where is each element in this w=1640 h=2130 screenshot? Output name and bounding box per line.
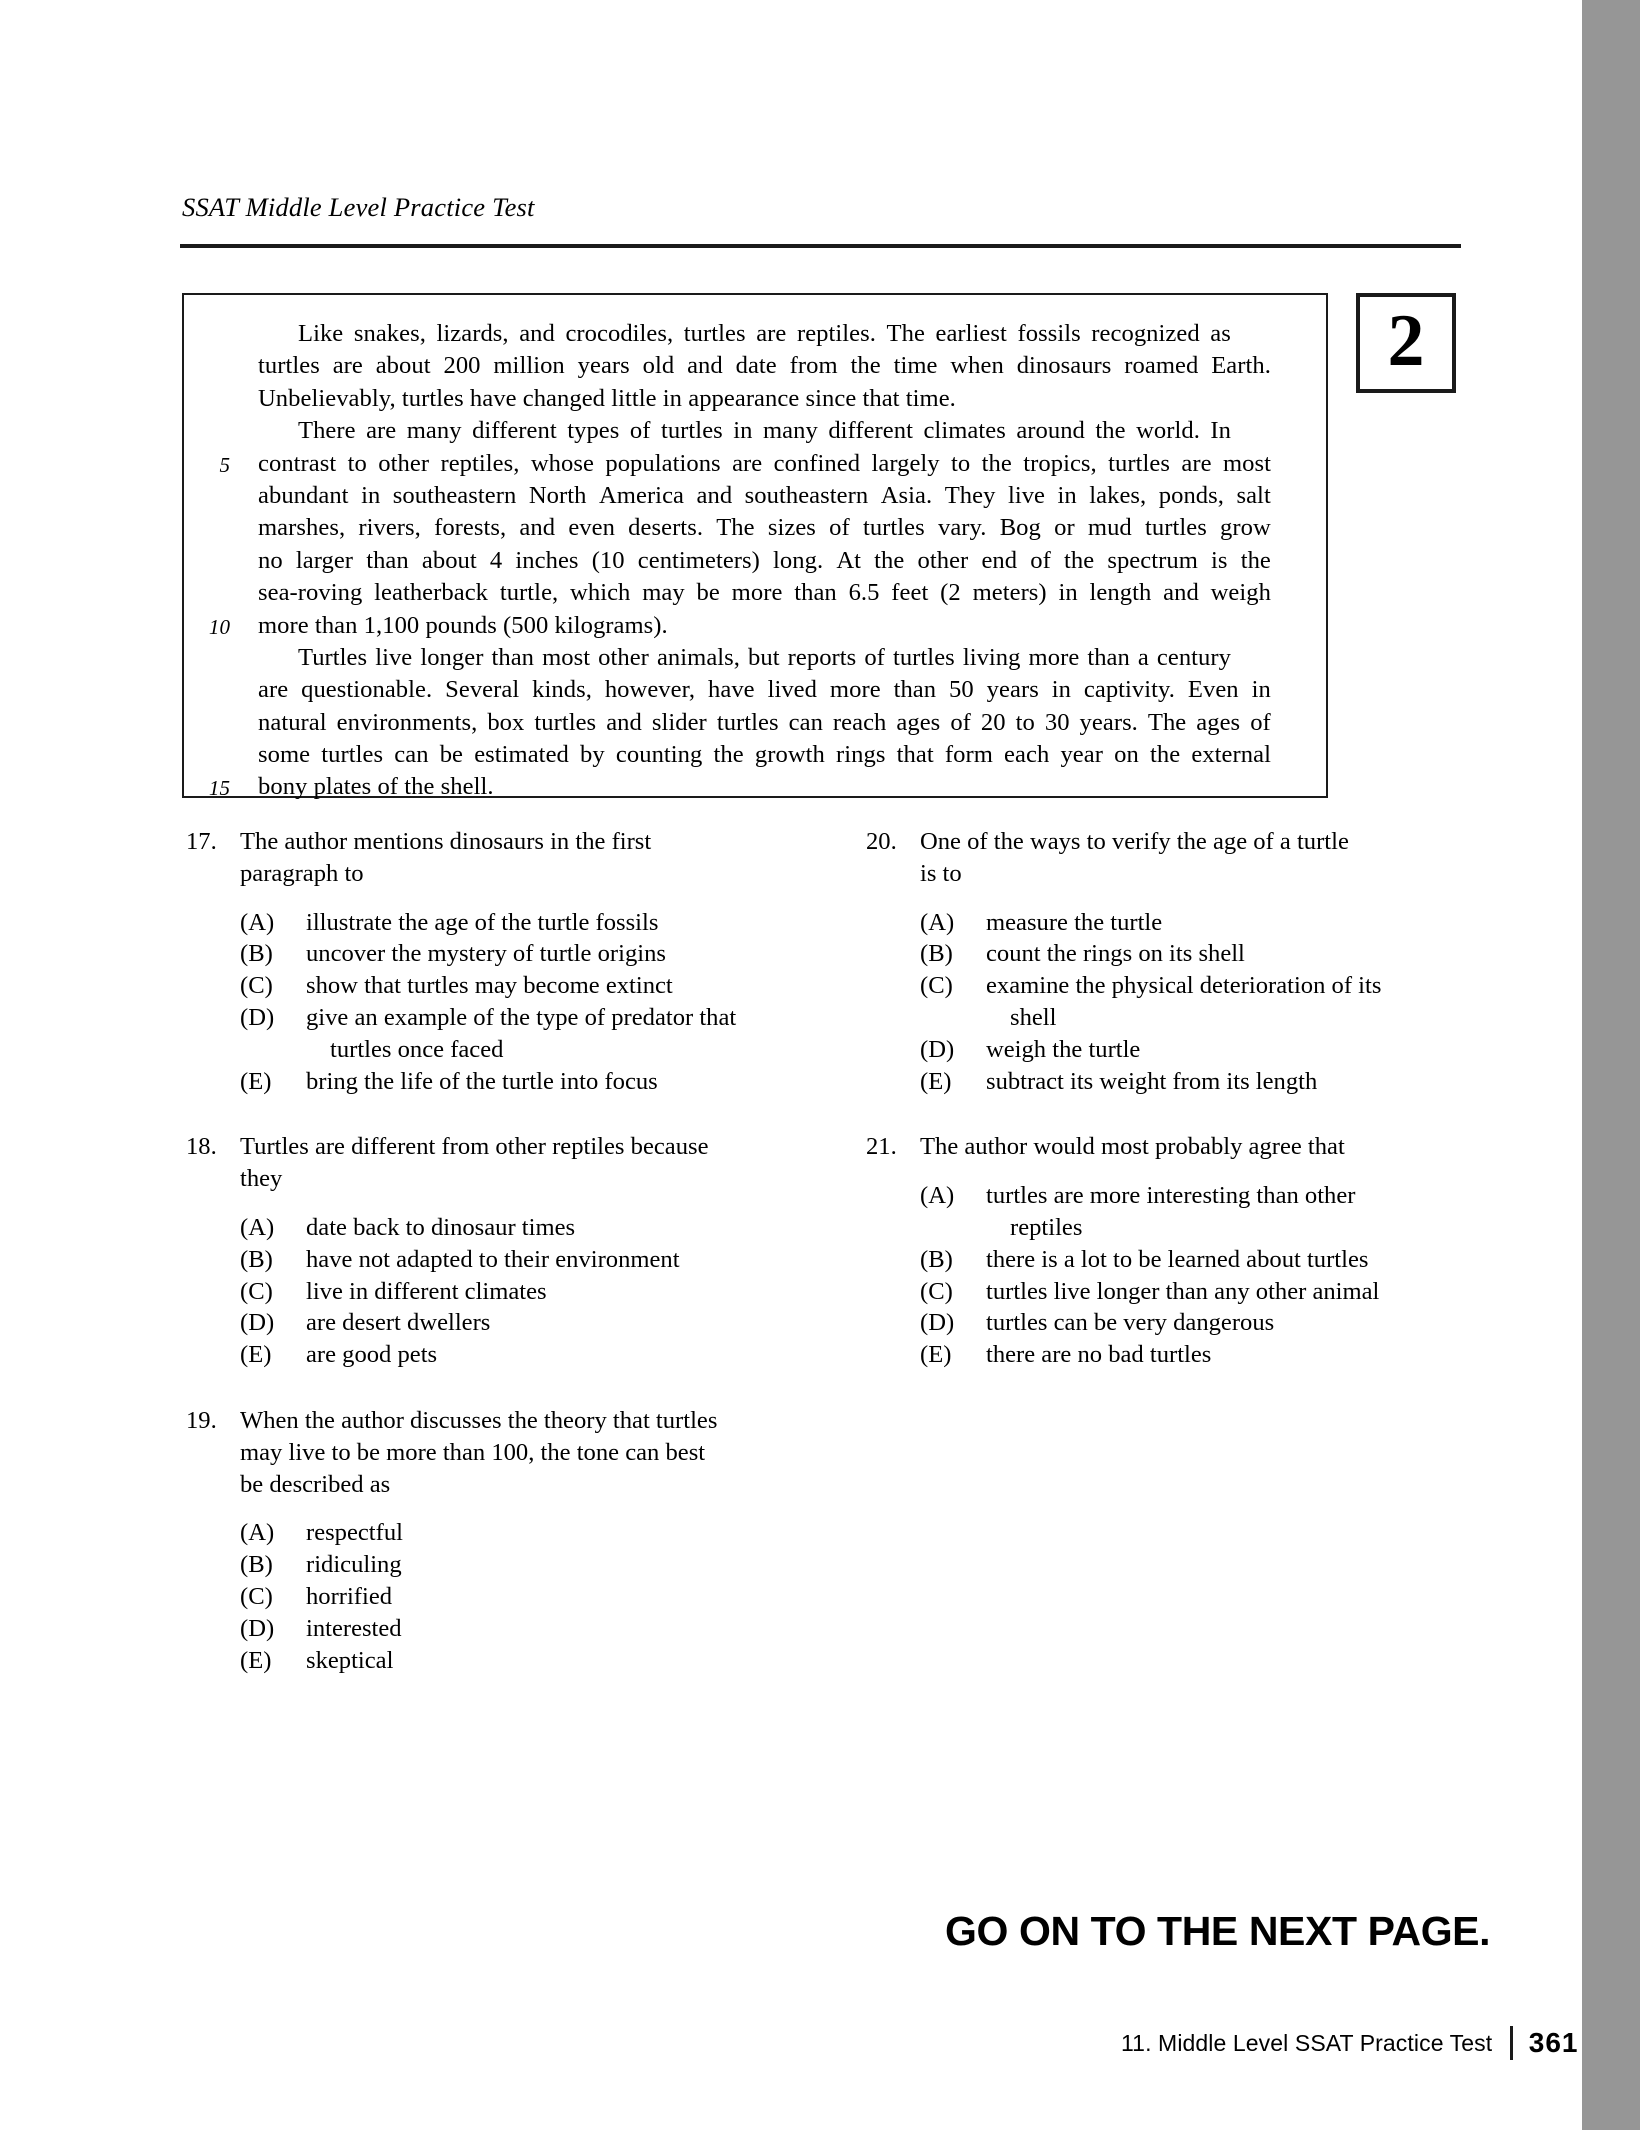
answer-choice[interactable] (920, 907, 1466, 939)
answer-choice[interactable] (240, 938, 786, 970)
passage-line (258, 739, 1271, 771)
choice-letter: (C) (240, 1277, 273, 1305)
answer-choice[interactable] (920, 1034, 1466, 1066)
choice-letter: (E) (240, 1067, 272, 1095)
question-stem (186, 1131, 786, 1195)
passage-line-text: are questionable. Several kinds, however, have lived more than 50 years in captivity. Even in (258, 676, 1271, 704)
choice-letter: (B) (240, 1551, 273, 1579)
answer-choice[interactable] (240, 1645, 786, 1677)
choice-letter: (A) (920, 908, 955, 936)
choice-text: live in different climates (306, 1277, 547, 1305)
answer-choice[interactable] (240, 1517, 786, 1549)
question-stem-line: be described as (240, 1470, 391, 1498)
page-number: 361 (1528, 2027, 1579, 2058)
passage-line (208, 610, 1271, 642)
choice-letter: (B) (240, 1245, 273, 1273)
choice-text: give an example of the type of predator that (306, 1003, 737, 1031)
choice-text: respectful (306, 1519, 403, 1547)
go-on-notice: GO ON TO THE NEXT PAGE. (945, 1908, 1491, 1954)
passage-line-text: Turtles live longer than most other animals, but reports of turtles living more than a century (298, 643, 1231, 671)
question-number: 18. (186, 1133, 217, 1161)
passage-line (258, 642, 1271, 674)
answer-choice[interactable] (240, 1581, 786, 1613)
question-block (186, 1131, 786, 1371)
choice-text: turtles live longer than any other animal (986, 1277, 1380, 1305)
passage-line-text: sea-roving leatherback turtle, which may be more than 6.5 feet (2 meters) in length and weigh (258, 579, 1271, 607)
choice-text: horrified (306, 1582, 393, 1610)
passage-line-text: some turtles can be estimated by counting the growth rings that form each year on the external (258, 741, 1271, 769)
answer-choice[interactable] (920, 970, 1466, 1034)
choice-letter: (D) (240, 1309, 275, 1337)
answer-choice[interactable] (920, 1276, 1466, 1308)
question-stem-line: paragraph to (240, 859, 364, 887)
answer-choice[interactable] (240, 1002, 786, 1066)
question-stem (186, 826, 786, 890)
choice-letter: (C) (240, 972, 273, 1000)
passage-line-text: marshes, rivers, forests, and even deserts. The sizes of turtles vary. Bog or mud turtles grow (258, 514, 1271, 542)
answer-choice[interactable] (920, 1339, 1466, 1371)
choice-text: turtles can be very dangerous (986, 1309, 1275, 1337)
answer-choice[interactable] (240, 1212, 786, 1244)
choice-letter: (D) (240, 1614, 275, 1642)
choice-letter: (B) (240, 940, 273, 968)
choice-text: measure the turtle (986, 908, 1163, 936)
footer-divider (1510, 2026, 1513, 2060)
passage-line (258, 383, 1271, 415)
choice-letter: (D) (920, 1035, 955, 1063)
choice-text: are good pets (306, 1341, 438, 1369)
answer-choice[interactable] (920, 1180, 1466, 1244)
passage-line-text: turtles are about 200 million years old and date from the time when dinosaurs roamed Earth. (258, 352, 1271, 380)
passage-line-text: more than 1,100 pounds (500 kilograms). (258, 611, 668, 639)
choice-text: are desert dwellers (306, 1309, 491, 1337)
question-number: 20. (866, 828, 897, 855)
choice-letter: (A) (240, 1213, 275, 1241)
choice-letter: (A) (240, 908, 275, 936)
passage-line-text: natural environments, box turtles and slider turtles can reach ages of 20 to 30 years. The ages of (258, 708, 1271, 736)
answer-choice[interactable] (920, 1244, 1466, 1276)
question-stem-line: Turtles are different from other reptiles because (240, 1133, 709, 1161)
passage-line (208, 771, 1271, 803)
choice-text: ridiculing (306, 1551, 402, 1579)
section-number-box (1356, 293, 1456, 393)
answer-choice[interactable] (240, 1276, 786, 1308)
passage-line (258, 707, 1271, 739)
answer-choice[interactable] (920, 1307, 1466, 1339)
choice-text: there are no bad turtles (986, 1341, 1212, 1369)
footer-chapter-label: 11. Middle Level SSAT Practice Test (1121, 2029, 1493, 2056)
question-stem-line: may live to be more than 100, the tone can best (240, 1438, 706, 1466)
choice-letter: (C) (920, 972, 953, 1000)
answer-choice[interactable] (240, 1549, 786, 1581)
question-stem-line: One of the ways to verify the age of a turtle (920, 828, 1349, 855)
choice-letter: (D) (240, 1003, 275, 1031)
passage-line-text: bony plates of the shell. (258, 773, 494, 801)
choice-text: weigh the turtle (986, 1035, 1141, 1063)
passage-line-text: There are many different types of turtles in many different climates around the world. In (298, 417, 1231, 445)
question-stem (186, 1405, 786, 1500)
choice-text: reptiles (1010, 1213, 1083, 1241)
answer-choices (866, 907, 1466, 1098)
passage-line-number: 5 (219, 452, 230, 477)
passage-line-text: abundant in southeastern North America and southeastern Asia. They live in lakes, ponds, salt (258, 481, 1271, 509)
passage-line (219, 448, 1271, 480)
page-edge-bar (1582, 0, 1640, 2130)
choice-text: uncover the mystery of turtle origins (306, 940, 666, 968)
answer-choice[interactable] (240, 970, 786, 1002)
passage-text (208, 318, 1271, 804)
page-footer (1121, 2026, 1578, 2060)
choice-letter: (A) (920, 1182, 955, 1210)
choice-text: have not adapted to their environment (306, 1245, 680, 1273)
question-number: 17. (186, 828, 217, 855)
passage-line (258, 480, 1271, 512)
question-stem-line: When the author discusses the theory that turtles (240, 1406, 718, 1434)
questions-column-left (186, 826, 786, 1710)
question-number: 21. (866, 1133, 897, 1161)
choice-letter: (E) (240, 1341, 272, 1369)
choice-text: date back to dinosaur times (306, 1213, 576, 1241)
choice-letter: (A) (240, 1519, 275, 1547)
answer-choices (866, 1180, 1466, 1371)
choice-text: turtles once faced (330, 1035, 504, 1063)
answer-choice[interactable] (240, 1339, 786, 1371)
choice-letter: (E) (240, 1646, 272, 1674)
answer-choice[interactable] (920, 1066, 1466, 1098)
choice-text: skeptical (306, 1646, 394, 1674)
choice-text: turtles are more interesting than other (986, 1182, 1356, 1210)
answer-choice[interactable] (240, 1307, 786, 1339)
passage-box (182, 293, 1328, 801)
question-stem-line: The author would most probably agree that (920, 1133, 1345, 1161)
question-stem (866, 1131, 1466, 1163)
passage-line (258, 674, 1271, 706)
choice-letter: (D) (920, 1309, 955, 1337)
choice-text: count the rings on its shell (986, 940, 1245, 968)
choice-text: interested (306, 1614, 402, 1642)
passage-line-text: Like snakes, lizards, and crocodiles, turtles are reptiles. The earliest fossils recognized as (298, 320, 1231, 347)
choice-letter: (C) (240, 1582, 273, 1610)
choice-text: subtract its weight from its length (986, 1067, 1318, 1095)
answer-choices (186, 907, 786, 1098)
passage-line-text: no larger than about 4 inches (10 centimeters) long. At the other end of the spectrum is the (258, 546, 1271, 574)
running-head: SSAT Middle Level Practice Test (182, 192, 535, 222)
answer-choice[interactable] (240, 1244, 786, 1276)
question-stem-line: The author mentions dinosaurs in the first (240, 828, 652, 855)
passage-line-number: 15 (208, 776, 230, 801)
choice-letter: (B) (920, 940, 953, 968)
choice-letter: (E) (920, 1067, 952, 1095)
passage-line (258, 577, 1271, 609)
answer-choice[interactable] (920, 938, 1466, 970)
choice-letter: (B) (920, 1245, 953, 1273)
question-number: 19. (186, 1406, 217, 1434)
choice-text: bring the life of the turtle into focus (306, 1067, 658, 1095)
header-rule (180, 244, 1461, 248)
question-stem-line: is to (920, 859, 962, 887)
passage-line (258, 318, 1271, 350)
passage-line-number: 10 (208, 614, 230, 639)
passage-line-text: contrast to other reptiles, whose populations are confined largely to the tropics, turtles are most (258, 449, 1271, 477)
choice-letter: (C) (920, 1277, 953, 1305)
answer-choice[interactable] (240, 1613, 786, 1645)
question-stem-line: they (240, 1165, 283, 1193)
question-block (186, 826, 786, 1097)
choice-text: examine the physical deterioration of its (986, 972, 1382, 1000)
choice-text: show that turtles may become extinct (306, 972, 673, 1000)
choice-letter: (E) (920, 1341, 952, 1369)
questions-column-right (866, 826, 1466, 1405)
answer-choice[interactable] (240, 1066, 786, 1098)
question-block (186, 1405, 786, 1676)
passage-line (258, 512, 1271, 544)
section-number: 2 (1387, 300, 1425, 382)
passage-line-text: Unbelievably, turtles have changed little in appearance since that time. (258, 384, 956, 412)
choice-text: illustrate the age of the turtle fossils (306, 908, 659, 936)
question-block (866, 1131, 1466, 1371)
choice-text: shell (1010, 1003, 1057, 1031)
answer-choice[interactable] (240, 907, 786, 939)
passage-line (258, 350, 1271, 382)
question-stem (866, 826, 1466, 890)
question-block (866, 826, 1466, 1097)
answer-choices (186, 1212, 786, 1371)
answer-choices (186, 1517, 786, 1676)
passage-line (258, 415, 1271, 447)
passage-line (258, 545, 1271, 577)
choice-text: there is a lot to be learned about turtles (986, 1245, 1369, 1273)
